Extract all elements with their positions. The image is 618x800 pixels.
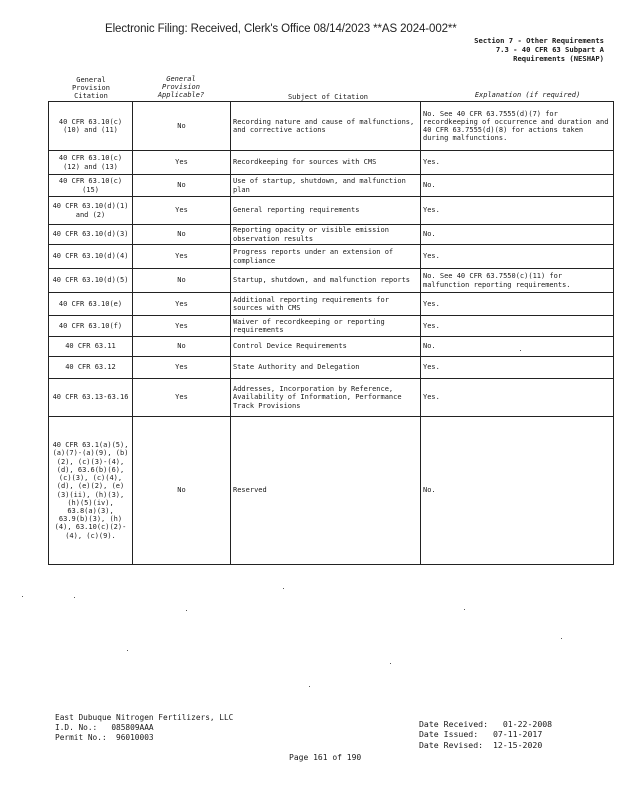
subject-cell: Reporting opacity or visible emission observation results (231, 225, 421, 245)
explanation-cell: Yes. (421, 293, 614, 316)
applicable-cell: No (133, 175, 231, 197)
date-received (419, 719, 552, 729)
citation-cell: 40 CFR 63.10(d)(3) (49, 225, 133, 245)
subject-cell: Recording nature and cause of malfunctions, and corrective actions (231, 102, 421, 151)
id-value: 085809AAA (111, 723, 154, 732)
date-received-value: 01-22-2008 (502, 719, 553, 729)
table-row (49, 337, 614, 357)
table-row (49, 293, 614, 316)
subject-cell: Addresses, Incorporation by Reference, Availability of Information, Performance Track Provisions (231, 379, 421, 417)
company-name: East Dubuque Nitrogen Fertilizers, LLC (55, 713, 234, 722)
explanation-cell: No. (421, 337, 614, 357)
table-row (49, 357, 614, 379)
citation-cell: 40 CFR 63.10(c)(10) and (11) (49, 102, 133, 151)
date-revised-label: Date Revised: (419, 739, 484, 750)
subject-cell: Recordkeeping for sources with CMS (231, 151, 421, 175)
citation-cell: 40 CFR 63.11 (49, 337, 133, 357)
permit-label: Permit No.: (55, 733, 107, 742)
table-row (49, 151, 614, 175)
table-row (49, 197, 614, 225)
page-number: Page 161 of 190 (289, 753, 362, 762)
applicable-cell: Yes (133, 357, 231, 379)
citation-cell: 40 CFR 63.13-63.16 (49, 379, 133, 417)
citation-cell: 40 CFR 63.10(c)(15) (49, 175, 133, 197)
subject-cell: Reserved (231, 417, 421, 565)
explanation-cell: No. See 40 CFR 63.7550(c)(11) for malfunction reporting requirements. (421, 269, 614, 293)
subject-cell: General reporting requirements (231, 197, 421, 225)
table-row (49, 102, 614, 151)
table-row (49, 245, 614, 269)
applicable-cell: Yes (133, 379, 231, 417)
requirements-table (48, 101, 614, 565)
date-revised (419, 740, 552, 750)
permit-number (55, 733, 233, 743)
explanation-cell: No. (421, 175, 614, 197)
explanation-cell: No. (421, 225, 614, 245)
header-citation: General Provision Citation (72, 76, 110, 100)
requirements-table-body (49, 102, 614, 565)
table-row (49, 225, 614, 245)
explanation-cell: No. See 40 CFR 63.7555(d)(7) for recordkeeping of occurrence and duration and 40 CFR 63.7555(d)(8) for actions taken during malfunctions. (421, 102, 614, 151)
subject-cell: Waiver of recordkeeping or reporting requirements (231, 316, 421, 337)
id-label: I.D. No.: (55, 723, 98, 732)
header-subject: Subject of Citation (287, 93, 369, 101)
facility-info (55, 713, 233, 743)
explanation-cell: Yes. (421, 379, 614, 417)
permit-value: 96010003 (116, 733, 154, 742)
explanation-cell: No. (421, 417, 614, 565)
subject-cell: Startup, shutdown, and malfunction reports (231, 269, 421, 293)
applicable-cell: No (133, 102, 231, 151)
date-issued-label: Date Issued: (419, 729, 479, 740)
citation-cell: 40 CFR 63.10(d)(4) (49, 245, 133, 269)
scan-speck (127, 650, 128, 651)
section-heading (474, 36, 604, 63)
date-revised-value: 12-15-2020 (492, 739, 543, 750)
id-number (55, 723, 233, 733)
section-line-3: Requirements (NESHAP) (513, 54, 604, 63)
citation-cell: 40 CFR 63.10(e) (49, 293, 133, 316)
section-line-1: Section 7 - Other Requirements (474, 36, 604, 45)
applicable-cell: Yes (133, 245, 231, 269)
scan-speck (283, 588, 284, 589)
header-applicable: General Provision Applicable? (157, 75, 205, 99)
applicable-cell: No (133, 417, 231, 565)
subject-cell: Additional reporting requirements for sources with CMS (231, 293, 421, 316)
explanation-cell: Yes. (421, 197, 614, 225)
electronic-filing-stamp: Electronic Filing: Received, Clerk's Office 08/14/2023 **AS 2024-002** (105, 23, 457, 35)
explanation-cell: Yes. (421, 245, 614, 269)
citation-cell: 40 CFR 63.10(d)(1) and (2) (49, 197, 133, 225)
table-row (49, 379, 614, 417)
scan-speck (464, 609, 465, 610)
applicable-cell: Yes (133, 316, 231, 337)
header-explanation: Explanation (if required) (474, 91, 581, 99)
scan-speck (74, 597, 75, 598)
applicable-cell: No (133, 337, 231, 357)
scan-speck (186, 610, 187, 611)
date-issued (419, 729, 552, 739)
scan-speck (520, 350, 521, 351)
applicable-cell: Yes (133, 197, 231, 225)
subject-cell: Use of startup, shutdown, and malfunction plan (231, 175, 421, 197)
applicable-cell: Yes (133, 151, 231, 175)
table-row (49, 417, 614, 565)
subject-cell: State Authority and Delegation (231, 357, 421, 379)
scan-speck (309, 686, 310, 687)
citation-cell: 40 CFR 63.10(f) (49, 316, 133, 337)
citation-cell: 40 CFR 63.1(a)(5), (a)(7)-(a)(9), (b)(2), (c)(3)-(4), (d), 63.6(b)(6), (c)(3), (c)(4), (d), (e)(2), (e)(3)(ii), (h)(3), (h)(5)(iv), 63.8(a)(3), 63.9(b)(3), (h)(4), 63.10(c)(2)-(4), (c)(9). (49, 417, 133, 565)
citation-cell: 40 CFR 63.10(d)(5) (49, 269, 133, 293)
explanation-cell: Yes. (421, 357, 614, 379)
permit-dates (419, 719, 552, 750)
table-row (49, 316, 614, 337)
section-line-2: 7.3 - 40 CFR 63 Subpart A (495, 45, 604, 54)
scan-speck (561, 638, 562, 639)
scan-speck (390, 663, 391, 664)
citation-cell: 40 CFR 63.12 (49, 357, 133, 379)
applicable-cell: Yes (133, 293, 231, 316)
date-received-label: Date Received: (419, 719, 489, 729)
subject-cell: Control Device Requirements (231, 337, 421, 357)
explanation-cell: Yes. (421, 151, 614, 175)
explanation-cell: Yes. (421, 316, 614, 337)
date-issued-value: 07-11-2017 (492, 729, 543, 740)
table-row (49, 269, 614, 293)
applicable-cell: No (133, 225, 231, 245)
applicable-cell: No (133, 269, 231, 293)
subject-cell: Progress reports under an extension of compliance (231, 245, 421, 269)
scan-speck (22, 596, 23, 597)
citation-cell: 40 CFR 63.10(c)(12) and (13) (49, 151, 133, 175)
table-row (49, 175, 614, 197)
